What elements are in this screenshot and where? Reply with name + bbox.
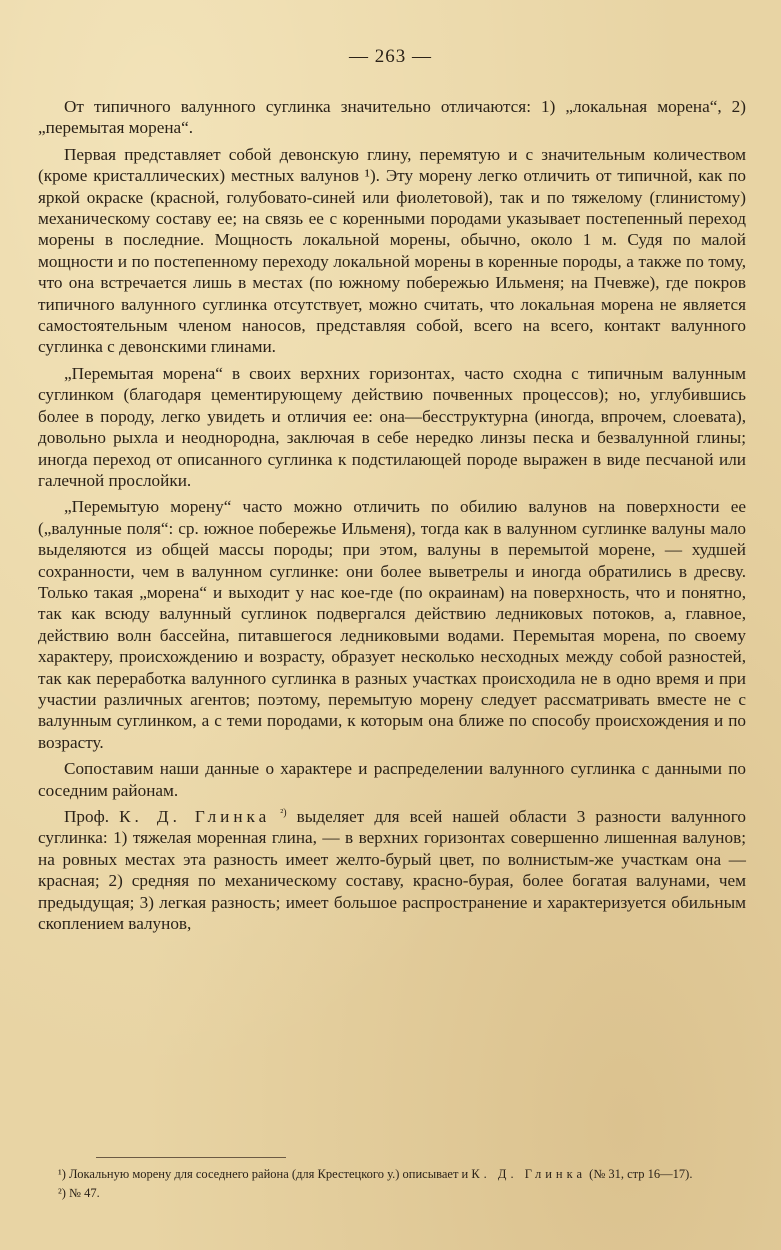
paragraph-local-moraine: Первая представляет собой девонскую глину, перемятую и с значительным количеством (кроме кристаллических) местных валунов ¹). Эту морену легко отличить от типичной, как по яркой окраске (красной, голубовато-синей или фиолетовой), так и по тяжелому (глинистому) механическому составу ее; на связь ее с коренными породами указывает постепенный переход морены в последние. Мощность локальной морены, обычно, около 1 м. Судя по малой мощности и по постепенному переходу локальной морены в коренные породы, а также по тому, что она встречается лишь в местах (по южному побережью Ильменя; на Пчевже), где покров типичного валунного суглинка отсутствует, можно считать, что локальная морена не является самостоятельным членом наносов, представляя собой, всего на всего, контакт валунного суглинка с девонскими глинами. [38,144,746,357]
footnote-2: ²) № 47. [58,1186,100,1200]
footnote-divider [96,1157,286,1158]
glinka-text: выделяет для всей нашей области 3 разности валунного суглинка: 1) тяжелая моренная глина, — в верхних горизонтах совершенно лишенная валунов; на ровных местах эта разность имеет желто-бурый цвет, по волнистым-же участкам она — красная; 2) средняя по механическому составу, красно-бурая, более богатая валунами, чем предыдущая; 3) легкая разность; имеет большое распространение и характеризуется обильным скоплением валунов, [38,807,746,934]
paragraph-glinka [38,806,746,934]
footnote-1-text: ¹) Локальную морену для соседнего района (для Крестецкого у.) описывает и [58,1167,472,1181]
footnotes [38,1165,746,1203]
paragraph-washed-moraine-boulders: „Перемытую морену“ часто можно отличить по обилию валунов на поверхности ее („валунные поля“: ср. южное побережье Ильменя), тогда как в валунном суглинке валуны мало выделяются из общей массы породы; при этом, валуны в перемытой морене, — худшей сохранности, чем в валунном суглинке: они более выветрелы и иногда обратились в дресву. Только такая „морена“ и выходит у нас кое-где (по окраинам) на поверхность, что и понятно, так как всюду валунный суглинок подвергался действию ледниковых потоков, а, главное, действию волн бассейна, питавшегося ледниковыми водами. Перемытая морена, по своему характеру, происхождению и возрасту, образует несколько несходных между собой разностей, так как переработка валунного суглинка в разных участках происходила не в одно время и при участии различных агентов; поэтому, перемытую морену следует рассматривать вместе не с валунным суглинком, а с теми породами, к которым она ближе по способу происхождения и по возрасту. [38,497,746,752]
glinka-author-name: К. Д. Глинка [119,807,271,826]
footnote-mark-2: ²) [280,807,287,819]
page-number: — 263 — [349,46,432,67]
paragraph-washed-moraine: „Перемытая морена“ в своих верхних горизонтах, часто сходна с типичным валунным суглинком (благодаря цементирующему действию почвенных процессов); но, углубившись более в породу, легко увидеть и отличия ее: она—бесструктурна (иногда, впрочем, слоевата), довольно рыхла и неоднородна, заключая в себе нередко линзы песка и безвалунной глины; иногда переход от описанного суглинка к подстилающей породе выражен в виде песчаной или галечной прослойки. [38,363,746,490]
footnote-1-author: К. Д. Глинка [471,1167,587,1181]
footnote-1 [38,1165,746,1184]
footnote-1-ref: (№ 31, стр 16—17). [586,1167,693,1181]
glinka-prefix: Проф. [64,807,120,826]
body-text [38,96,746,939]
paragraph-intro: От типичного валунного суглинка значительно отличаются: 1) „локальная морена“, 2) „перемытая морена“. [38,97,746,138]
paragraph-comparison: Сопоставим наши данные о характере и распределении валунного суглинка с данными по соседним районам. [38,759,746,800]
